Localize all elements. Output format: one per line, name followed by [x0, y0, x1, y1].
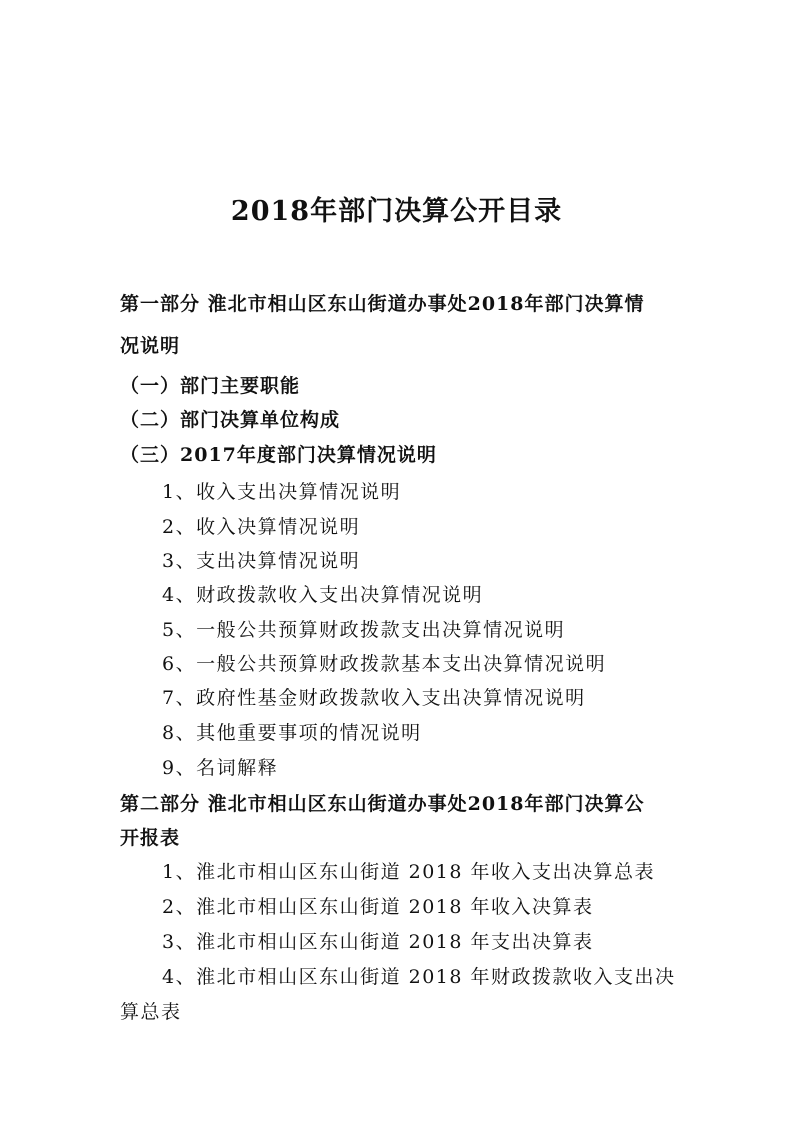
part2-item-4: 4、淮北市相山区东山街道 2018 年财政拨款收入支出决 [162, 966, 676, 988]
part1-item-7: 7、政府性基金财政拨款收入支出决算情况说明 [162, 687, 586, 709]
part2-item-1: 1、淮北市相山区东山街道 2018 年收入支出决算总表 [162, 861, 656, 883]
part2-heading-line1: 第二部分 淮北市相山区东山街道办事处2018年部门决算公 [120, 793, 645, 815]
part2-item-2: 2、淮北市相山区东山街道 2018 年收入决算表 [162, 896, 594, 918]
part2-item-4-continuation: 算总表 [120, 1001, 182, 1023]
part2-heading-line2: 开报表 [120, 827, 181, 849]
part1-item-2: 2、收入决算情况说明 [162, 516, 361, 538]
part1-section-3: （三）2017年度部门决算情况说明 [120, 444, 437, 466]
part1-heading-line2: 况说明 [120, 335, 181, 357]
page-title: 2018年部门决算公开目录 [230, 196, 563, 227]
part1-item-1: 1、收入支出决算情况说明 [162, 481, 402, 503]
part1-section-1: （一）部门主要职能 [120, 375, 301, 397]
part1-item-6: 6、一般公共预算财政拨款基本支出决算情况说明 [162, 653, 607, 675]
part1-item-5: 5、一般公共预算财政拨款支出决算情况说明 [162, 619, 566, 641]
part2-item-3: 3、淮北市相山区东山街道 2018 年支出决算表 [162, 931, 594, 953]
part1-item-8: 8、其他重要事项的情况说明 [162, 722, 422, 744]
part1-heading-line1: 第一部分 淮北市相山区东山街道办事处2018年部门决算情 [120, 293, 645, 315]
part1-item-9: 9、名词解释 [162, 757, 279, 779]
part1-item-3: 3、支出决算情况说明 [162, 550, 361, 572]
part1-item-4: 4、财政拨款收入支出决算情况说明 [162, 584, 484, 606]
part1-section-2: （二）部门决算单位构成 [120, 409, 341, 431]
